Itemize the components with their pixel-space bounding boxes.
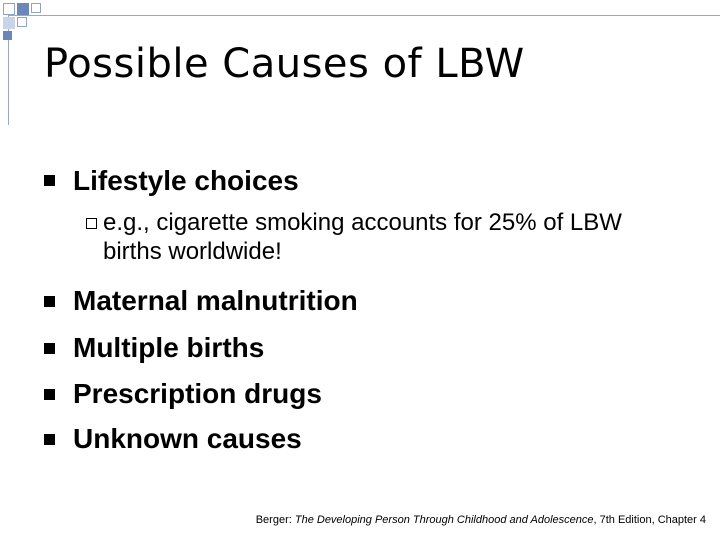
slide-title: Possible Causes of LBW [44,41,525,87]
sub-bullet-hollow-icon [86,218,97,229]
citation-author: Berger: [255,514,295,526]
decorative-square-icon [3,31,12,40]
bullet-text-malnutrition: Maternal malnutrition [73,285,358,316]
bullet-text-prescription-drugs: Prescription drugs [73,378,322,409]
decorative-square-icon [17,3,29,15]
citation-work: The Developing Person Through Childhood and Adolescence [294,514,594,526]
bullet-square-icon [44,343,55,354]
citation [256,515,706,526]
bullet-square-icon [44,296,55,307]
decorative-square-icon [31,3,41,13]
bullet-text-unknown-causes: Unknown causes [73,423,302,454]
bullet-text-multiple-births: Multiple births [73,332,265,363]
decorative-square-icon [17,17,27,27]
decorative-square-icon [3,3,15,15]
bullet-square-icon [44,175,55,186]
decorative-square-icon [3,17,15,29]
sub-bullet-text: e.g., cigarette smoking accounts for 25% of LBW births worldwide! [103,209,622,265]
bullet-square-icon [44,389,55,400]
decorative-top-rule [8,15,720,16]
bullet-square-icon [44,434,55,445]
citation-details: , 7th Edition, Chapter 4 [593,514,706,526]
bullet-text-lifestyle: Lifestyle choices [73,165,299,196]
